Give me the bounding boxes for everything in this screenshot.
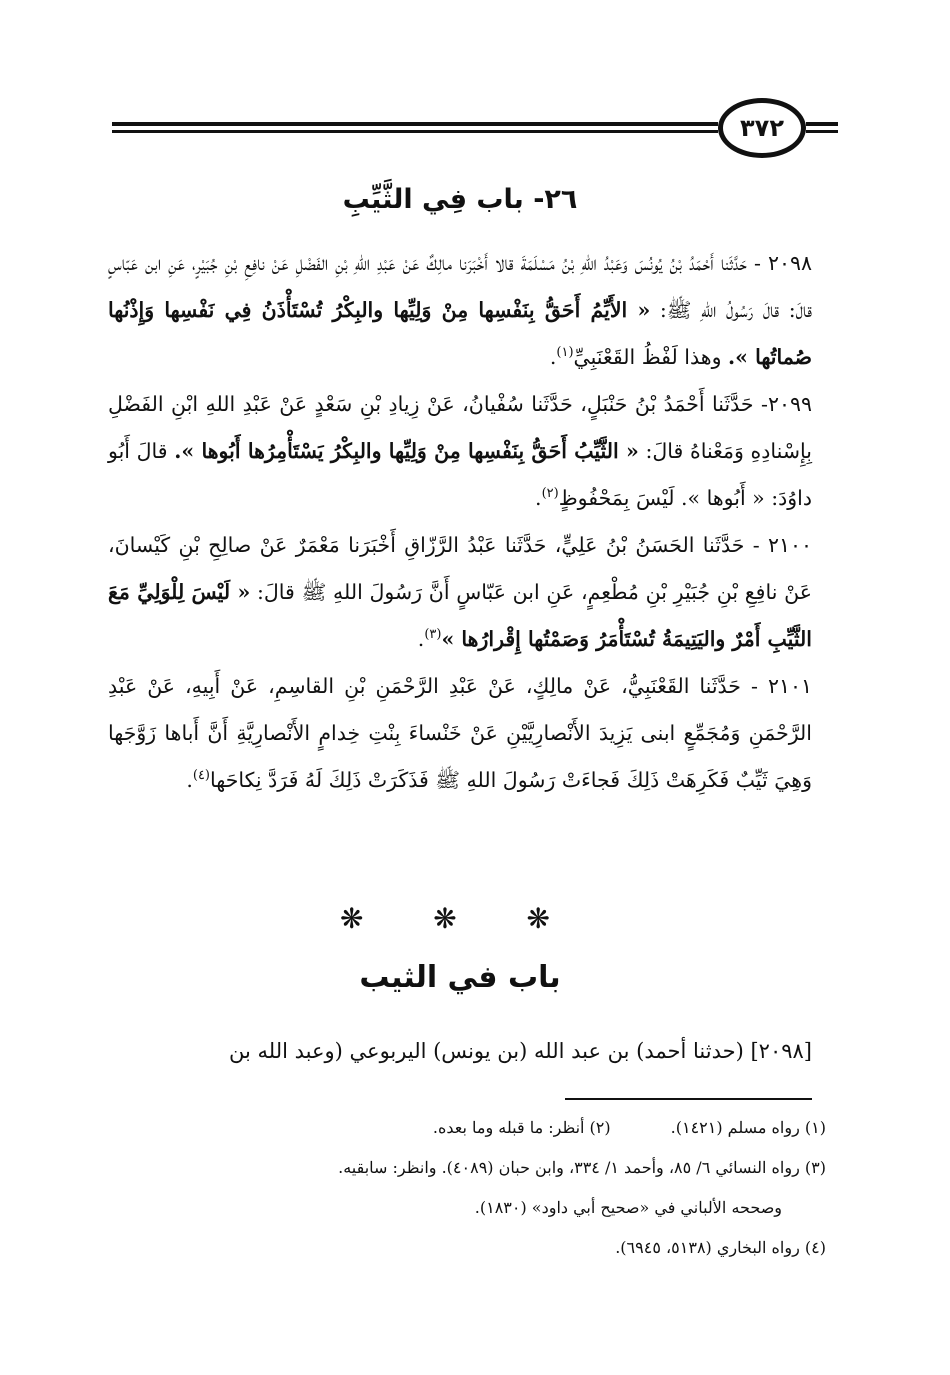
section-separator: ❋ ❋ ❋ bbox=[340, 902, 580, 935]
hadith-2100 bbox=[108, 522, 812, 663]
hadith-text: ٢٠٩٩- حَدَّثَنا أَحْمَدُ بْنُ حَنْبَلٍ، حَدَّثَنا سُفْيانُ، عَنْ زِيادِ بْنِ سَعْدٍ عَنْ عَبْدِ اللهِ ابْنِ الفَضْلِ بِإِسْنادِهِ وَمَعْناهُ قالَ: bbox=[108, 392, 812, 463]
hadith-tail: وهذا لَفْظُ القَعْنَبِيِّ bbox=[573, 345, 722, 369]
hadith-end: . bbox=[186, 768, 193, 792]
footnote-2: (٢) أنظر: ما قبله وما بعده. bbox=[432, 1118, 611, 1137]
commentary-text: [٢٠٩٨] (حدثنا أحمد) بن عبد الله (بن يونس) اليربوعي (وعبد الله بن bbox=[229, 1039, 812, 1063]
hadith-quote: « الأَيِّمُ أَحَقُّ بِنَفْسِها مِنْ وَلِيِّها والبِكْرُ تُسْتَأْذَنُ فِي نَفْسِها وَإِذْنُها صُماتُها ». bbox=[108, 298, 812, 369]
hadith-end: . bbox=[417, 627, 425, 651]
hadith-2101 bbox=[108, 663, 812, 804]
hadith-text: ٢١٠١ - حَدَّثَنا القَعْنَبِيُّ، عَنْ مالِكٍ، عَنْ عَبْدِ الرَّحْمَنِ بْنِ القاسِمِ، عَنْ أَبِيهِ، عَنْ عَبْدِ الرَّحْمَنِ وَمُجَمِّعٍ ابنى يَزِيدَ الأَنْصارِيَّيْنِ عَنْ خَنْساءَ بِنْتِ خِدامٍ الأَنْصارِيَّةِ أَنَّ أَباها زَوَّجَها وَهِيَ ثَيِّبٌ فَكَرِهَتْ ذَلِكَ فَجاءَتْ رَسُولَ اللهِ ﷺ فَذَكَرَتْ ذَلِكَ لَهُ فَرَدَّ نِكاحَها bbox=[108, 674, 812, 792]
hadith-end: . bbox=[549, 345, 557, 369]
hadith-end: . bbox=[535, 486, 542, 510]
footnote-ref: (٤) bbox=[192, 768, 210, 784]
hadith-tail: قالَ أَبُو داوُدَ: « أَبُوها ». لَيْسَ بِمَحْفُوظٍ bbox=[108, 439, 812, 510]
hadith-2099 bbox=[108, 381, 812, 522]
footnotes bbox=[108, 1108, 826, 1268]
footnote-ref: (١) bbox=[556, 345, 574, 361]
hadith-list bbox=[108, 240, 812, 804]
header-rule bbox=[112, 122, 718, 126]
header-rule-thin bbox=[112, 130, 718, 133]
footnote-divider bbox=[565, 1098, 812, 1100]
footnote-3-continued: وصححه الألباني في «صحيح أبي داود» (١٨٣٠). bbox=[474, 1198, 782, 1217]
hadith-text: ٢١٠٠ - حَدَّثَنا الحَسَنُ بْنُ عَلِيٍّ، حَدَّثَنا عَبْدُ الرَّزّاقِ أَخْبَرَنا مَعْمَرٌ عَنْ صالِحِ بْنِ كَيْسانَ، عَنْ نافِعِ بْنِ جُبَيْرِ بْنِ مُطْعِمٍ، عَنِ ابن عَبّاسٍ أَنَّ رَسُولَ اللهِ ﷺ قالَ: bbox=[108, 533, 812, 604]
page-number: ٣٧٢ bbox=[718, 98, 806, 158]
hadith-quote: « لَيْسَ لِلْوَلِيِّ مَعَ الثَّيِّبِ أَمْرٌ واليَتِيمَةُ تُسْتَأْمَرُ وَصَمْتُها إِقْرارُها » bbox=[108, 580, 812, 651]
hadith-quote: « الثَّيِّبُ أَحَقُّ بِنَفْسِها مِنْ وَلِيِّها والبِكْرُ يَسْتَأْمِرُها أَبُوها ». bbox=[174, 439, 639, 463]
header-rule-right-thin bbox=[806, 130, 838, 133]
footnote-row-1 bbox=[108, 1108, 826, 1148]
footnote-1: (١) رواه مسلم (١٤٢١). bbox=[670, 1118, 826, 1137]
chapter-title: ٢٦- باب فِي الثَّيِّبِ bbox=[342, 184, 578, 215]
commentary-title: باب في الثيب bbox=[359, 960, 561, 995]
footnote-4: (٤) رواه البخاري (٥١٣٨، ٦٩٤٥). bbox=[615, 1238, 826, 1257]
hadith-2098 bbox=[108, 240, 812, 381]
footnote-3: (٣) رواه النسائي ٦/ ٨٥، وأحمد ١/ ٣٣٤، وابن حبان (٤٠٨٩). وانظر: سابقيه. bbox=[338, 1158, 826, 1177]
footnote-ref: (٣) bbox=[424, 627, 442, 643]
header-rule-right bbox=[806, 122, 838, 126]
footnote-ref: (٢) bbox=[541, 486, 559, 502]
hadith-text: ٢٠٩٨ - حَدَّثَنا أَحْمَدُ بْنُ يُونُسَ وَعَبْدُ اللهِ بْنُ مَسْلَمَةَ قالا أَخْبَرَنا مالِكٌ عَنْ عَبْدِ اللهِ بْنِ الفَضْلِ عَنْ نافِعِ بْنِ جُبَيْرٍ، عَنِ ابن عَبّاسٍ قالَ: قالَ رَسُولُ اللهِ ﷺ: bbox=[108, 251, 812, 322]
